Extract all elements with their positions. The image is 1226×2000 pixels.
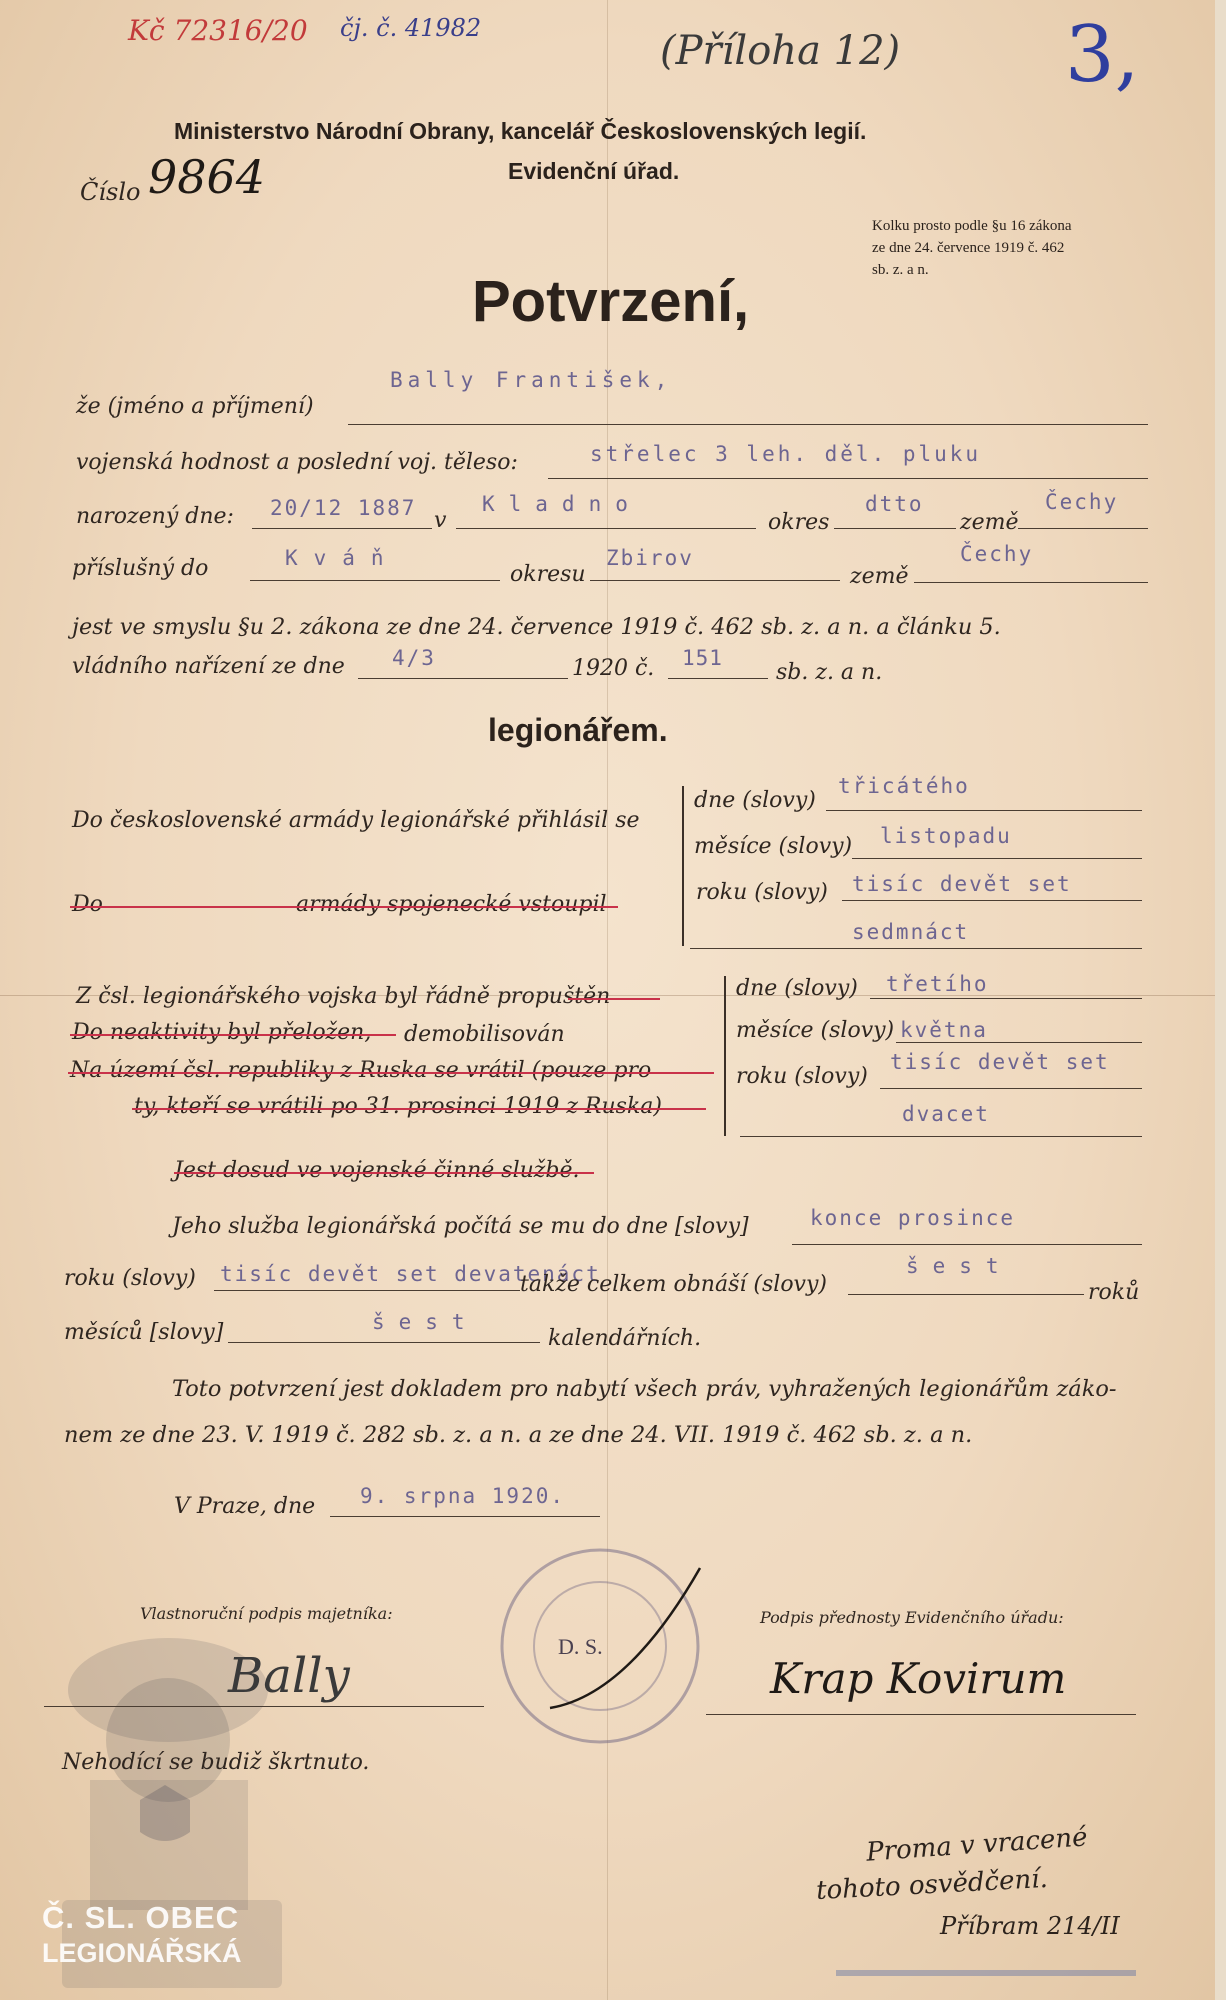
decree-number-value: 151 <box>682 646 723 670</box>
belongs-land-label: země <box>850 564 909 589</box>
enlist-day-line <box>826 810 1142 811</box>
place-date-label: V Praze, dne <box>174 1494 316 1519</box>
rank-value: střelec 3 leh. děl. pluku <box>590 442 982 466</box>
discharge-year-line <box>880 1088 1142 1089</box>
chief-signature-line <box>706 1714 1136 1715</box>
discharge-day-value: třetího <box>886 972 989 996</box>
cislo-value: 9864 <box>148 150 266 204</box>
stamp-exemption-note-2: ze dne 24. července 1919 č. 462 <box>872 240 1065 256</box>
discharge-line-2-struck: Do neaktivity byl přeložen, <box>72 1020 372 1045</box>
born-place-value: Kladno <box>482 492 642 516</box>
chief-signature: Krap Kovirum <box>770 1654 1067 1703</box>
owner-signature-label: Vlastnoruční podpis majetníka: <box>140 1604 393 1623</box>
service-months-value: šest <box>372 1310 479 1334</box>
land-line <box>1018 528 1148 529</box>
decree-suffix: sb. z. a n. <box>776 660 883 685</box>
rank-label: vojenská hodnost a poslední voj. těleso: <box>76 450 518 475</box>
decree-year: 1920 č. <box>572 656 655 681</box>
enlist-year-label: roku (slovy) <box>696 880 828 905</box>
stamp-text: D. S. <box>558 1634 603 1659</box>
decree-date-value: 4/3 <box>392 646 436 670</box>
name-line <box>348 424 1148 425</box>
place-date-value: 9. srpna 1920. <box>360 1484 566 1508</box>
enlist-day-value: třicátého <box>838 774 970 798</box>
red-strike-line <box>70 1034 396 1036</box>
red-reference-number: Kč 72316/20 <box>128 14 308 47</box>
page-title: Potvrzení, <box>472 269 750 334</box>
discharge-year-label: roku (slovy) <box>736 1064 868 1089</box>
struck-enlistment-do: Do <box>72 892 103 917</box>
handwritten-note-1: Proma v vracené <box>865 1822 1089 1868</box>
red-strike-line <box>568 998 660 1000</box>
service-total-label: takže celkem obnáší (slovy) <box>520 1272 828 1297</box>
strike-note: Nehodící se budiž škrtnuto. <box>62 1750 370 1775</box>
stamp-exemption-note-1: Kolku prosto podle §u 16 zákona <box>872 218 1072 234</box>
owner-signature-line <box>44 1706 484 1707</box>
service-counted-value: konce prosince <box>810 1206 1016 1230</box>
belongs-land-value: Čechy <box>960 542 1034 566</box>
handwritten-note-2: tohoto osvědčení. <box>815 1863 1049 1907</box>
corner-number: 3, <box>1065 10 1140 100</box>
service-months-label: měsíců [slovy] <box>64 1320 224 1345</box>
service-months-line <box>228 1342 540 1343</box>
name-value: Bally František, <box>390 368 673 392</box>
belongs-district-value: Zbirov <box>606 546 694 570</box>
red-strike-line <box>68 1072 714 1074</box>
bracket-line <box>682 786 684 946</box>
belongs-district-label: okresu <box>510 562 586 587</box>
district-line <box>834 528 956 529</box>
discharge-line-2-kept: demobilisován <box>404 1022 565 1047</box>
discharge-year-value-1: tisíc devět set <box>890 1050 1110 1074</box>
discharge-day-label: dne (slovy) <box>736 976 858 1001</box>
decree-date-line <box>358 678 568 679</box>
service-years-suffix: roků <box>1088 1280 1140 1305</box>
handwritten-note-3: Příbram 214/II <box>940 1912 1120 1940</box>
born-date-line <box>252 528 432 529</box>
bracket-line <box>724 976 726 1136</box>
enlist-year-line <box>842 900 1142 901</box>
service-year-label: roku (slovy) <box>64 1266 196 1291</box>
watermark-text-2: LEGIONÁŘSKÁ <box>42 1938 242 1968</box>
service-total-line <box>848 1294 1084 1295</box>
owner-signature: Bally <box>228 1648 350 1704</box>
place-date-line <box>330 1516 600 1517</box>
service-total-value: šest <box>906 1254 1013 1278</box>
service-year-line <box>214 1290 520 1291</box>
closing-line-1: Toto potvrzení jest dokladem pro nabytí všech práv, vyhražených legionářům záko- <box>172 1376 1117 1402</box>
red-strike-line <box>174 1172 594 1174</box>
district-label: okres <box>768 510 830 535</box>
name-label: že (jméno a příjmení) <box>76 394 314 419</box>
enlist-day-label: dne (slovy) <box>694 788 816 813</box>
born-date-value: 20/12 1887 <box>270 496 417 520</box>
service-months-suffix: kalendářních. <box>548 1326 702 1351</box>
decree-number-line <box>668 678 768 679</box>
office-heading: Evidenční úřad. <box>508 158 680 184</box>
red-strike-line <box>132 1108 706 1110</box>
cislo-label: Číslo <box>80 178 141 206</box>
active-service-struck: Jest dosud ve vojenské činné službě. <box>174 1158 580 1183</box>
official-stamp <box>490 1548 722 1748</box>
stamp-exemption-note-3: sb. z. a n. <box>872 262 929 278</box>
discharge-line-1: Z čsl. legionářského vojska byl řádně propuštěn <box>76 984 611 1009</box>
rank-line <box>548 478 1148 479</box>
chief-signature-label: Podpis přednosty Evidenčního úřadu: <box>760 1608 1064 1627</box>
discharge-month-label: měsíce (slovy) <box>736 1018 895 1043</box>
discharge-line-3: Na území čsl. republiky z Ruska se vrátil (pouze pro <box>70 1058 652 1083</box>
enlist-month-line <box>852 858 1142 859</box>
discharge-year-value-2: dvacet <box>902 1102 990 1126</box>
discharge-line-4: ty, kteří se vrátili po 31. prosinci 1919 z Ruska) <box>134 1094 662 1119</box>
belongs-land-line <box>914 582 1148 583</box>
closing-line-2: nem ze dne 23. V. 1919 č. 282 sb. z. a n. a ze dne 24. VII. 1919 č. 462 sb. z. a n. <box>64 1422 973 1448</box>
blue-tape-mark <box>836 1970 1136 1976</box>
district-value: dtto <box>865 492 924 516</box>
discharge-month-line <box>896 1042 1142 1043</box>
enlist-year-value-2: sedmnáct <box>852 920 970 944</box>
enlist-year-value-1: tisíc devět set <box>852 872 1072 896</box>
enlist-year-line-2 <box>690 948 1142 949</box>
born-in-label: v <box>434 508 447 533</box>
ministry-heading: Ministerstvo Národní Obrany, kancelář Československých legií. <box>174 118 867 144</box>
red-strike-line <box>70 906 618 908</box>
attachment-label: (Příloha 12) <box>660 28 901 74</box>
legionnaire-heading: legionářem. <box>488 712 668 748</box>
land-label: země <box>960 510 1019 535</box>
watermark-text-1: Č. SL. OBEC <box>42 1900 240 1935</box>
belongs-line <box>250 580 500 581</box>
discharge-month-value: května <box>900 1018 988 1042</box>
service-counted-line <box>792 1244 1142 1245</box>
enlist-month-label: měsíce (slovy) <box>694 834 853 859</box>
discharge-day-line <box>870 998 1142 999</box>
discharge-year-line-2 <box>740 1136 1142 1137</box>
belongs-value: Kváň <box>285 546 400 570</box>
struck-allied-army: armády spojenecké vstoupil <box>296 892 607 917</box>
service-year-value: tisíc devět set devatenáct <box>220 1262 601 1286</box>
land-value: Čechy <box>1045 490 1119 514</box>
belongs-district-line <box>590 580 840 581</box>
law-text: jest ve smyslu §u 2. zákona ze dne 24. července 1919 č. 462 sb. z. a n. a článku 5. <box>72 614 1001 640</box>
decree-label: vládního nařízení ze dne <box>72 654 345 679</box>
blue-reference-number: čj. č. 41982 <box>340 14 482 42</box>
enlistment-text: Do československé armády legionářské přihlásil se <box>72 808 640 833</box>
enlist-month-value: listopadu <box>880 824 1012 848</box>
born-place-line <box>456 528 756 529</box>
belongs-label: příslušný do <box>72 556 209 581</box>
born-label: narozený dne: <box>76 504 234 529</box>
service-counted-label: Jeho služba legionářská počítá se mu do dne [slovy] <box>172 1214 749 1239</box>
